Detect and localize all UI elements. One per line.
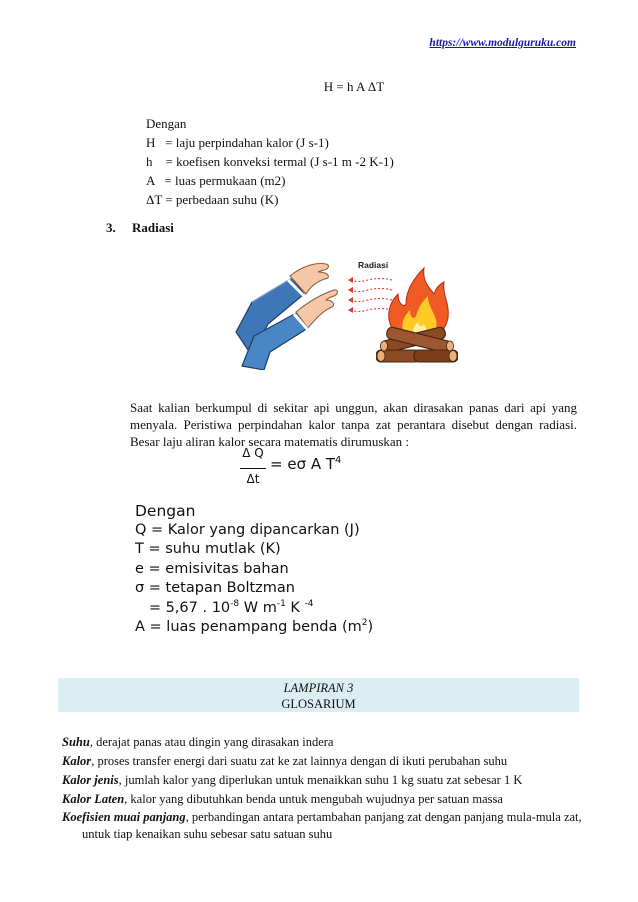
fraction-bar: [240, 468, 266, 469]
radiation-illustration: [234, 254, 458, 370]
convection-definitions: [146, 114, 394, 209]
convection-formula: H = h A ΔT: [323, 79, 385, 94]
convection-def-a: A = luas permukaan (m2): [146, 173, 286, 188]
appendix-title: LAMPIRAN 3: [283, 681, 354, 695]
convection-def-heading: Dengan: [146, 116, 187, 131]
formula-exponent: 4: [335, 455, 342, 466]
radiation-def-t: T = suhu mutlak (K): [135, 541, 281, 558]
radiation-def-e: e = emisivitas bahan: [135, 560, 289, 577]
radiation-def-sigma: σ = tetapan Boltzman: [135, 579, 295, 596]
convection-def-h-rate: H = laju perpindahan kalor (J s-1): [146, 135, 329, 150]
radiation-def-q: Q = Kalor yang dipancarkan (J): [135, 522, 360, 538]
radiation-formula: [240, 446, 370, 492]
radiation-definitions: [135, 502, 373, 638]
convection-def-dt: ΔT = perbedaan suhu (K): [146, 192, 279, 207]
glossary-item-koefisien-muai: Koefisien muai panjang, perbandingan antara pertambahan panjang zat dengan panjang mula-mula zat, untuk tiap kenaikan suhu sebesar satu satuan suhu: [62, 810, 582, 841]
glossary-item-kalor-jenis: Kalor jenis, jumlah kalor yang diperlukan untuk menaikkan suhu 1 kg suatu zat sebesar 1 K: [62, 773, 523, 787]
radiation-def-sigma-value: = 5,67 . $10^{-8}$ W $m^{-1}$ K $^{-4}$: [135, 599, 314, 617]
formula-rhs: [270, 455, 341, 473]
glossary-item-kalor: Kalor, proses transfer energi dari suatu zat ke zat lainnya dengan di ikuti perubahan suhu: [62, 754, 508, 768]
section-heading-radiasi: [106, 220, 174, 236]
formula-denominator: Δt: [246, 472, 260, 486]
illustration-label: Radiasi: [358, 260, 389, 270]
glossary-item-kalor-laten: Kalor Laten, kalor yang dibutuhkan benda untuk mengubah wujudnya per satuan massa: [62, 792, 503, 806]
header-url-link[interactable]: https://www.modulguruku.com: [429, 37, 576, 49]
radiation-def-a: A = luas penampang benda $(m^2)$: [135, 618, 374, 636]
formula-numerator: Δ Q: [242, 446, 264, 460]
formula-rhs-text: = eσ A T: [270, 455, 336, 473]
glossary-item-suhu: Suhu, derajat panas atau dingin yang dirasakan indera: [62, 735, 334, 749]
radiation-def-heading: Dengan: [135, 502, 196, 520]
section-title: Radiasi: [132, 220, 174, 235]
radiation-paragraph: Saat kalian berkumpul di sekitar api unggun, akan dirasakan panas dari api yang menyala. Peristiwa perpindahan kalor tanpa zat perantara disebut dengan radiasi. Besar laju aliran kalor secara matematis dirumuskan :: [130, 400, 577, 449]
campfire-icon: [376, 264, 458, 370]
glossary-list: [62, 733, 582, 843]
convection-def-h-coef: h = koefisen konveksi termal (J s-1 m -2 K-1): [146, 154, 394, 169]
appendix-banner: [58, 678, 579, 712]
section-number: 3.: [106, 220, 116, 235]
glossary-title: GLOSARIUM: [281, 697, 356, 711]
